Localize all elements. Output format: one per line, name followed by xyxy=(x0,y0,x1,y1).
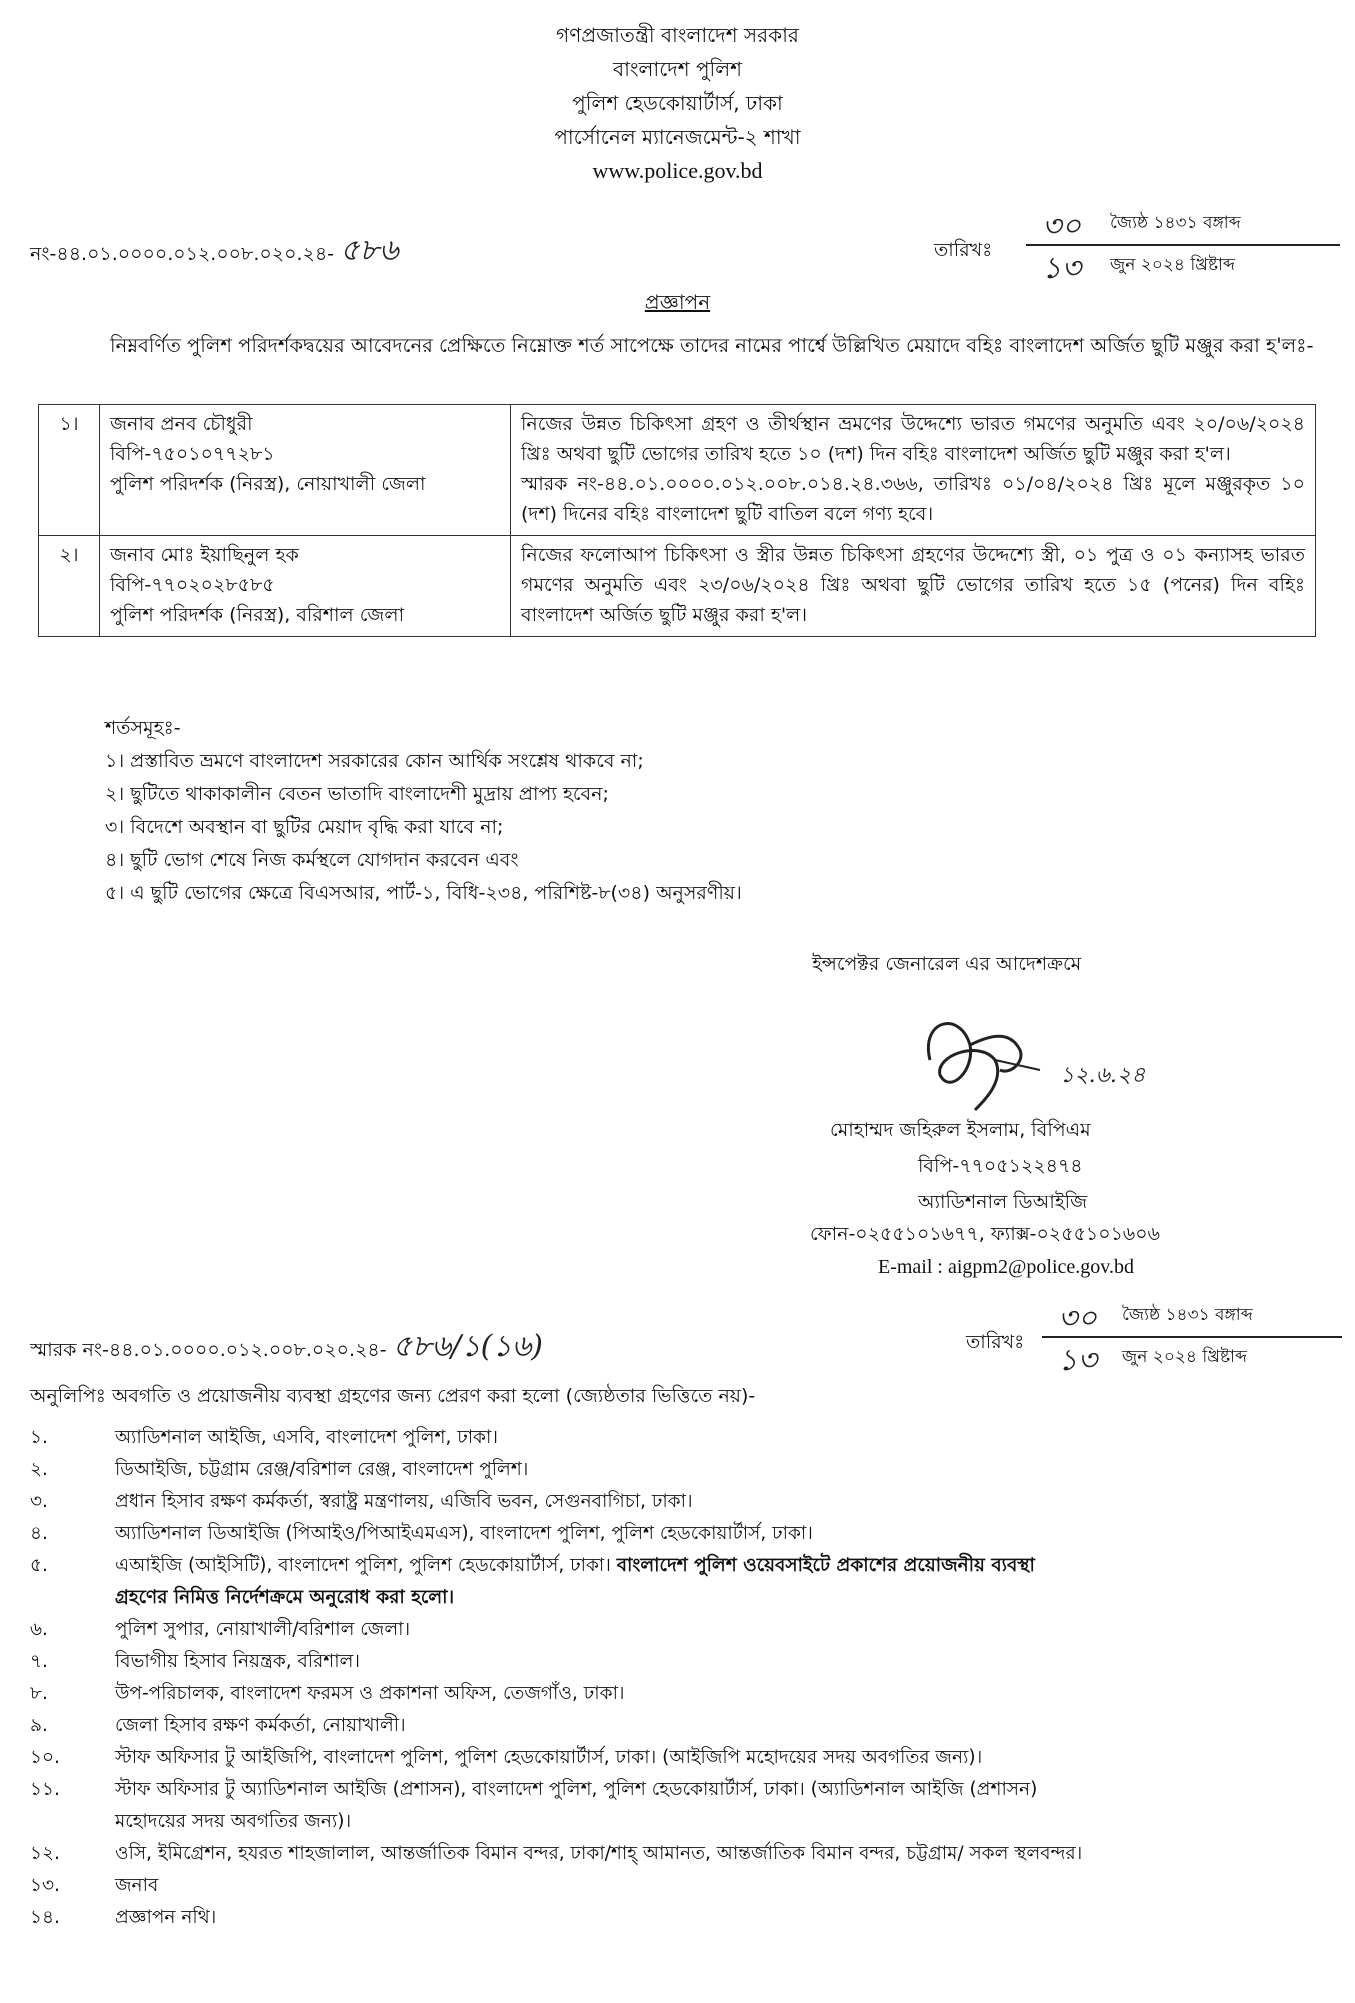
header-block xyxy=(0,18,1355,188)
leave-cancel-note: স্মারক নং-৪৪.০১.০০০০.০১২.০০৮.০১৪.২৪.৩৬৬, তারিখঃ ০১/০৪/২০২৪ খ্রিঃ মূলে মঞ্জুরকৃত ১০ (দশ) দিনের বহিঃ বাংলাদেশ ছুটি বাতিল বলে গণ্য হবে। xyxy=(521,473,1305,525)
list-item: ১২. ওসি, ইমিগ্রেশন, হযরত শাহজালাল, আন্তর্জাতিক বিমান বন্দর, ঢাকা/শাহ্ আমানত, আন্তর্জাতিক বিমান বন্দর, চট্টগ্রাম/ সকল স্থলবন্দর। xyxy=(30,1843,1083,1864)
officer-cell xyxy=(100,405,511,536)
date-bangla-rest: জ্যৈষ্ঠ ১৪৩১ বঙ্গাব্দ xyxy=(1110,213,1241,233)
page-title: প্রজ্ঞাপন xyxy=(644,290,711,314)
memo2-date xyxy=(966,1300,1346,1380)
hq-line: পুলিশ হেডকোয়ার্টার্স, ঢাকা xyxy=(572,91,783,115)
list-item: ৬. পুলিশ সুপার, নোয়াখালী/বরিশাল জেলা। xyxy=(30,1619,411,1640)
condition-item: ২। ছুটিতে থাকাকালীন বেতন ভাতাদি বাংলাদেশী মুদ্রায় প্রাপ্য হবেন; xyxy=(105,783,609,805)
date-bangla-day: ৩০ xyxy=(1058,1301,1098,1336)
officer-designation: পুলিশ পরিদর্শক (নিরস্ত্র), বরিশাল জেলা xyxy=(110,604,405,626)
memo2-number-handwritten: ৫৮৬/১(১৬) xyxy=(392,1329,544,1364)
intro-paragraph: নিম্নবর্ণিত পুলিশ পরিদর্শকদ্বয়ের আবেদনের প্রেক্ষিতে নিম্নোক্ত শর্ত সাপেক্ষে তাদের নামের পার্শ্বে উল্লিখিত মেয়াদে বহিঃ বাংলাদেশ অর্জিত ছুটি মঞ্জুর করা হ'লঃ- xyxy=(110,334,1314,357)
list-item: ১০. স্টাফ অফিসার টু আইজিপি, বাংলাদেশ পুলিশ, পুলিশ হেডকোয়ার্টার্স, ঢাকা। (আইজিপি মহোদয়ের সদয় অবগতির জন্য)। xyxy=(30,1747,983,1768)
date-en-rest: জুন ২০২৪ খ্রিষ্টাব্দ xyxy=(1110,255,1235,275)
leave-detail: নিজের উন্নত চিকিৎসা গ্রহণ ও তীর্থস্থান ভ্রমণের উদ্দেশ্যে ভারত গমণের অনুমতি এবং ২০/০৬/২০২৪ খ্রিঃ অথবা ছুটি ভোগের তারিখ হতে ১০ (দশ) দিন বহিঃ বাংলাদেশ অর্জিত ছুটি মঞ্জুর করা হ'ল। xyxy=(521,413,1305,465)
signatory-bp: বিপি-৭৭০৫১২২৪৭৪ xyxy=(918,1155,1083,1177)
date-en-day: ১৩ xyxy=(1058,1343,1097,1378)
list-item: ১৩. জনাব xyxy=(30,1875,159,1896)
website-link[interactable]: www.police.gov.bd xyxy=(592,158,763,183)
condition-item: ১। প্রস্তাবিত ভ্রমণে বাংলাদেশ সরকারের কোন আর্থিক সংশ্লেষ থাকবে না; xyxy=(105,750,644,772)
officer-designation: পুলিশ পরিদর্শক (নিরস্ত্র), নোয়াখালী জেলা xyxy=(110,473,426,495)
officer-name: জনাব মোঃ ইয়াছিনুল হক xyxy=(110,544,299,566)
date-label: তারিখঃ xyxy=(966,1331,1025,1353)
request-text-cont: গ্রহণের নিমিত্ত নির্দেশক্রমে অনুরোধ করা হলো। xyxy=(115,1587,455,1608)
date-bangla-rest: জ্যৈষ্ঠ ১৪৩১ বঙ্গাব্দ xyxy=(1122,1305,1253,1325)
list-item-text: এআইজি (আইসিটি), বাংলাদেশ পুলিশ, পুলিশ হেডকোয়ার্টার্স, ঢাকা। বাংলাদেশ পুলিশ ওয়েবসাইটে প্রকাশের প্রয়োজনীয় ব্যবস্থা গ্রহণের নিমিত্ত নির্দেশক্রমে অনুরোধ করা হলো। xyxy=(115,1555,1035,1608)
signature-date: ১২.৬.২৪ xyxy=(1060,1063,1146,1088)
condition-item: ৪। ছুটি ভোগ শেষে নিজ কর্মস্থলে যোগদান করবেন এবং xyxy=(105,849,519,871)
list-item: ১১. স্টাফ অফিসার টু অ্যাডিশনাল আইজি (প্রশাসন), বাংলাদেশ পুলিশ, পুলিশ হেডকোয়ার্টার্স, ঢাকা। (অ্যাডিশনাল আইজি (প্রশাসন) মহোদয়ের সদয় অবগতির জন্য)। xyxy=(30,1779,1038,1832)
list-item: ৮. উপ-পরিচালক, বাংলাদেশ ফরমস ও প্রকাশনা অফিস, তেজগাঁও, ঢাকা। xyxy=(30,1683,625,1704)
condition-item: ৩। বিদেশে অবস্থান বা ছুটির মেয়াদ বৃদ্ধি করা যাবে না; xyxy=(105,816,504,838)
memo-date xyxy=(934,208,1344,288)
list-item: ২. ডিআইজি, চট্টগ্রাম রেঞ্জ/বরিশাল রেঞ্জ, বাংলাদেশ পুলিশ। xyxy=(30,1459,529,1480)
leave-detail: নিজের ফলোআপ চিকিৎসা ও স্ত্রীর উন্নত চিকিৎসা গ্রহণের উদ্দেশ্যে স্ত্রী, ০১ পুত্র ও ০১ কন্যাসহ ভারত গমণের অনুমতি এবং ২৩/০৬/২০২৪ খ্রিঃ অথবা ছুটি ভোগের তারিখ হতে ১৫ (পনের) দিন বহিঃ বাংলাদেশ অর্জিত ছুটি মঞ্জুর করা হ'ল। xyxy=(521,544,1305,626)
condition-item: ৫। এ ছুটি ভোগের ক্ষেত্রে বিএসআর, পার্ট-১, বিধি-২৩৪, পরিশিষ্ট-৮(৩৪) অনুসরণীয়। xyxy=(105,882,742,904)
memo-number-handwritten: ৫৮৬ xyxy=(340,233,399,268)
list-item: ৫. এআইজি (আইসিটি), বাংলাদেশ পুলিশ, পুলিশ হেডকোয়ার্টার্স, ঢাকা। বাংলাদেশ পুলিশ ওয়েবসাইটে প্রকাশের প্রয়োজনীয় ব্যবস্থা গ্রহণের নিমিত্ত নির্দেশক্রমে অনুরোধ করা হলো। xyxy=(30,1550,1330,1614)
signatory-name: মোহাম্মদ জহিরুল ইসলাম, বিপিএম xyxy=(830,1119,1091,1141)
serial-cell: ২। xyxy=(39,536,100,637)
officer-name: জনাব প্রনব চৌধুরী xyxy=(110,413,253,435)
serial-cell: ১। xyxy=(39,405,100,536)
memo-number xyxy=(30,226,399,277)
govt-line: গণপ্রজাতন্ত্রী বাংলাদেশ সরকার xyxy=(556,23,799,47)
memo2-number-prefix: স্মারক নং-৪৪.০১.০০০০.০১২.০০৮.০২০.২৪- xyxy=(30,1339,387,1361)
detail-cell xyxy=(511,405,1316,536)
signatory-block xyxy=(830,1112,1091,1220)
request-text: বাংলাদেশ পুলিশ ওয়েবসাইটে প্রকাশের প্রয়োজনীয় ব্যবস্থা xyxy=(616,1555,1035,1576)
recipient-list xyxy=(30,1422,1330,1934)
date-label: তারিখঃ xyxy=(934,239,993,261)
contact-email[interactable]: E-mail : aigpm2@police.gov.bd xyxy=(878,1256,1134,1278)
order-line: ইন্সপেক্টর জেনারেল এর আদেশক্রমে xyxy=(812,953,1082,975)
memo2-number xyxy=(30,1322,543,1373)
conditions-block xyxy=(105,712,1285,910)
officer-bp: বিপি-৭৫০১০৭৭২৮১ xyxy=(110,443,275,465)
date-en-day: ১৩ xyxy=(1042,251,1081,286)
table-row xyxy=(39,536,1316,637)
officer-bp: বিপি-৭৭০২০২৮৫৮৫ xyxy=(110,574,275,596)
signatory-designation: অ্যাডিশনাল ডিআইজি xyxy=(918,1191,1088,1213)
police-line: বাংলাদেশ পুলিশ xyxy=(612,57,742,81)
officer-cell xyxy=(100,536,511,637)
conditions-title: শর্তসমূহঃ- xyxy=(105,717,181,739)
list-item: ১৪. প্রজ্ঞাপন নথি। xyxy=(30,1907,217,1928)
table-row xyxy=(39,405,1316,536)
leave-table xyxy=(38,404,1316,637)
list-item: ৪. অ্যাডিশনাল ডিআইজি (পিআইও/পিআইএমএস), বাংলাদেশ পুলিশ, পুলিশ হেডকোয়ার্টার্স, ঢাকা। xyxy=(30,1523,813,1544)
list-item: ৩. প্রধান হিসাব রক্ষণ কর্মকর্তা, স্বরাষ্ট্র মন্ত্রণালয়, এজিবি ভবন, সেগুনবাগিচা, ঢাকা। xyxy=(30,1491,693,1512)
date-bangla-day: ৩০ xyxy=(1042,209,1082,244)
list-item: ৯. জেলা হিসাব রক্ষণ কর্মকর্তা, নোয়াখালী। xyxy=(30,1715,406,1736)
memo-number-prefix: নং-৪৪.০১.০০০০.০১২.০০৮.০২০.২৪- xyxy=(30,243,335,265)
copy-intro: অনুলিপিঃ অবগতি ও প্রয়োজনীয় ব্যবস্থা গ্রহণের জন্য প্রেরণ করা হলো (জ্যেষ্ঠতার ভিত্তিতে নয়)- xyxy=(30,1385,756,1407)
date-en-rest: জুন ২০২৪ খ্রিষ্টাব্দ xyxy=(1122,1347,1247,1367)
detail-cell xyxy=(511,536,1316,637)
list-item: ৭. বিভাগীয় হিসাব নিয়ন্ত্রক, বরিশাল। xyxy=(30,1651,360,1672)
list-item: ১. অ্যাডিশনাল আইজি, এসবি, বাংলাদেশ পুলিশ, ঢাকা। xyxy=(30,1427,498,1448)
contact-phone: ফোন-০২৫৫১০১৬৭৭, ফ্যাক্স-০২৫৫১০১৬০৬ xyxy=(810,1223,1160,1245)
branch-line: পার্সোনেল ম্যানেজমেন্ট-২ শাখা xyxy=(554,125,801,149)
